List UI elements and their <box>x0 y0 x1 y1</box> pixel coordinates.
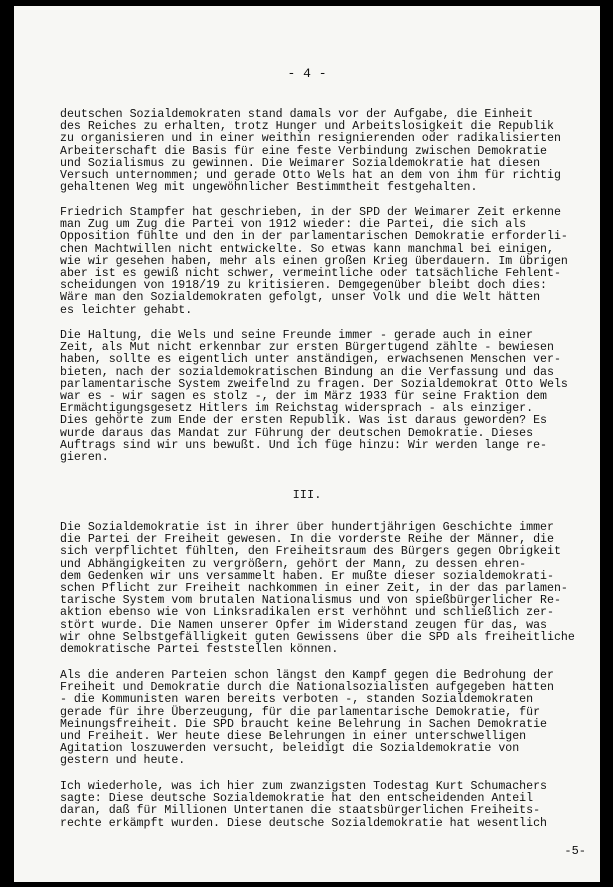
text-line: und Sozialismus zu gewinnen. Die Weimarer Sozialdemokratie hat diesen <box>60 156 541 170</box>
text-line: rechte erkämpft wurden. Diese deutsche Sozialdemokratie hat wesentlich <box>60 816 548 830</box>
text-line: man Zug um Zug die Partei von 1912 wieder: die Partei, die sich als <box>60 218 527 232</box>
paragraph-5 <box>60 670 590 768</box>
text-line: sich verpflichtet fühlten, den Freiheitsraum des Bürgers gegen Obrigkeit <box>60 545 561 559</box>
text-line: stört wurde. Die Namen unserer Opfer im Widerstand zeugen für das, was <box>60 618 548 632</box>
text-line: es leichter gehabt. <box>60 303 193 317</box>
text-line: Die Sozialdemokratie ist in ihrer über hundertjährigen Geschichte immer <box>60 521 554 534</box>
continuation-marker: -5- <box>564 844 586 858</box>
document-page <box>14 6 600 882</box>
text-line: Friedrich Stampfer hat geschrieben, in der SPD der Weimarer Zeit erkenne <box>60 206 561 219</box>
text-line: wurde daraus das Mandat zur Führung der deutschen Demokratie. Dieses <box>60 426 534 440</box>
text-line: demokratische Partei feststellen können. <box>60 643 339 657</box>
text-line: scheidungen von 1918/19 zu kritisieren. Demgegenüber bleibt doch dies: <box>60 279 548 293</box>
page-number: - 4 - <box>287 66 327 81</box>
text-line: wir ohne Selbstgefälligkeit guten Gewissens über die SPD als freiheitliche <box>60 630 575 644</box>
text-line: gerade für ihre Überzeugung, für die parlamentarische Demokratie, für <box>60 705 541 719</box>
text-line: Die Haltung, die Wels und seine Freunde immer - gerade auch in einer <box>60 329 534 342</box>
text-line: Versuch unternommen; und gerade Otto Wels hat an dem von ihm für richtig <box>60 169 561 183</box>
text-line: war es - wir sagen es stolz -, der im März 1933 für seine Fraktion dem <box>60 390 548 404</box>
paragraph-2 <box>60 207 590 317</box>
text-line: Freiheit und Demokratie durch die Nationalsozialisten aufgegeben hatten <box>60 681 554 695</box>
text-line: - die Kommunisten waren bereits verboten -, standen Sozialdemokraten <box>60 693 534 707</box>
text-line: dem Gedenken wir uns versammelt haben. Er mußte dieser sozialdemokrati- <box>60 569 554 583</box>
text-line: chen Machtwillen nicht entwickelte. So etwas kann manchmal bei einigen, <box>60 242 554 256</box>
text-line: deutschen Sozialdemokraten stand damals vor der Aufgabe, die Einheit <box>60 108 534 121</box>
text-line: Agitation loszuwerden versucht, beleidigt die Sozialdemokratie von <box>60 742 520 756</box>
text-line: gieren. <box>60 451 109 465</box>
text-line: Wäre man den Sozialdemokraten gefolgt, unser Volk und die Welt hätten <box>60 291 541 305</box>
text-line: die Partei der Freiheit gewesen. In die vorderste Reihe der Männer, die <box>60 533 554 547</box>
text-line: daran, daß für Millionen Untertanen die staatsbürgerlichen Freiheits- <box>60 804 541 818</box>
text-line: gestern und heute. <box>60 754 186 768</box>
text-line: Auftrags sind wir uns bewußt. Und ich füge hinzu: Wir werden lange re- <box>60 438 548 452</box>
text-line: Ermächtigungsgesetz Hitlers im Reichstag widersprach - als einziger. <box>60 402 534 416</box>
text-line: gehaltenen Weg mit ungewöhnlicher Bestimmtheit festgehalten. <box>60 181 478 195</box>
text-line: zu organisieren und in einer weithin resignierenden oder radikalisierten <box>60 132 561 146</box>
text-line: haben, sollte es eigentlich unter anständigen, erwachsenen Menschen ver- <box>60 353 561 367</box>
text-line: bieten, nach der sozialdemokratischen Bindung an die Verfassung und das <box>60 365 554 379</box>
paragraph-1 <box>60 109 590 194</box>
section-heading: III. <box>292 488 322 502</box>
paragraph-4 <box>60 522 590 656</box>
text-line: und Freiheit. Wer heute diese Belehrungen in einer unterschwelligen <box>60 730 527 744</box>
text-line: wie wir gesehen haben, mehr als einen großen Krieg überdauern. Im übrigen <box>60 254 568 268</box>
text-line: Ich wiederhole, was ich hier zum zwanzigsten Todestag Kurt Schumachers <box>60 780 548 793</box>
text-line: aber ist es gewiß nicht schwer, vermeintliche oder tatsächliche Fehlent- <box>60 267 561 281</box>
text-line: tarische System vom brutalen Nationalismus und von spießbürgerlicher Re- <box>60 594 561 608</box>
text-line: parlamentarische System zweifelnd zu fragen. Der Sozialdemokrat Otto Wels <box>60 377 568 391</box>
text-line: Als die anderen Parteien schon längst den Kampf gegen die Bedrohung der <box>60 669 554 682</box>
text-line: aktion ebenso wie von Linksradikalen erst verhöhnt und schließlich zer- <box>60 606 554 620</box>
text-line: sagte: Diese deutsche Sozialdemokratie hat den entscheidenden Anteil <box>60 792 534 806</box>
paragraph-3 <box>60 330 590 464</box>
text-line: Arbeiterschaft die Basis für eine feste Verbindung zwischen Demokratie <box>60 144 548 158</box>
text-line: und Abhängigkeiten zu vergrößern, gehört der Mann, zu dessen ehren- <box>60 557 527 571</box>
text-line: des Reiches zu erhalten, trotz Hunger und Arbeitslosigkeit die Republik <box>60 120 554 134</box>
paragraph-6 <box>60 781 590 830</box>
text-line: Opposition fühlte und den in der parlamentarischen Demokratie erforderli- <box>60 230 568 244</box>
text-line: Zeit, als Mut nicht erkennbar zur ersten Bürgertugend zählte - bewiesen <box>60 341 554 355</box>
text-line: schen Pflicht zur Freiheit nachkommen in einer Zeit, in der das parlamen- <box>60 582 568 596</box>
text-line: Dies gehörte zum Ende der ersten Republik. Was ist daraus geworden? Es <box>60 414 548 428</box>
text-line: Meinungsfreiheit. Die SPD braucht keine Belehrung in Sachen Demokratie <box>60 717 548 731</box>
